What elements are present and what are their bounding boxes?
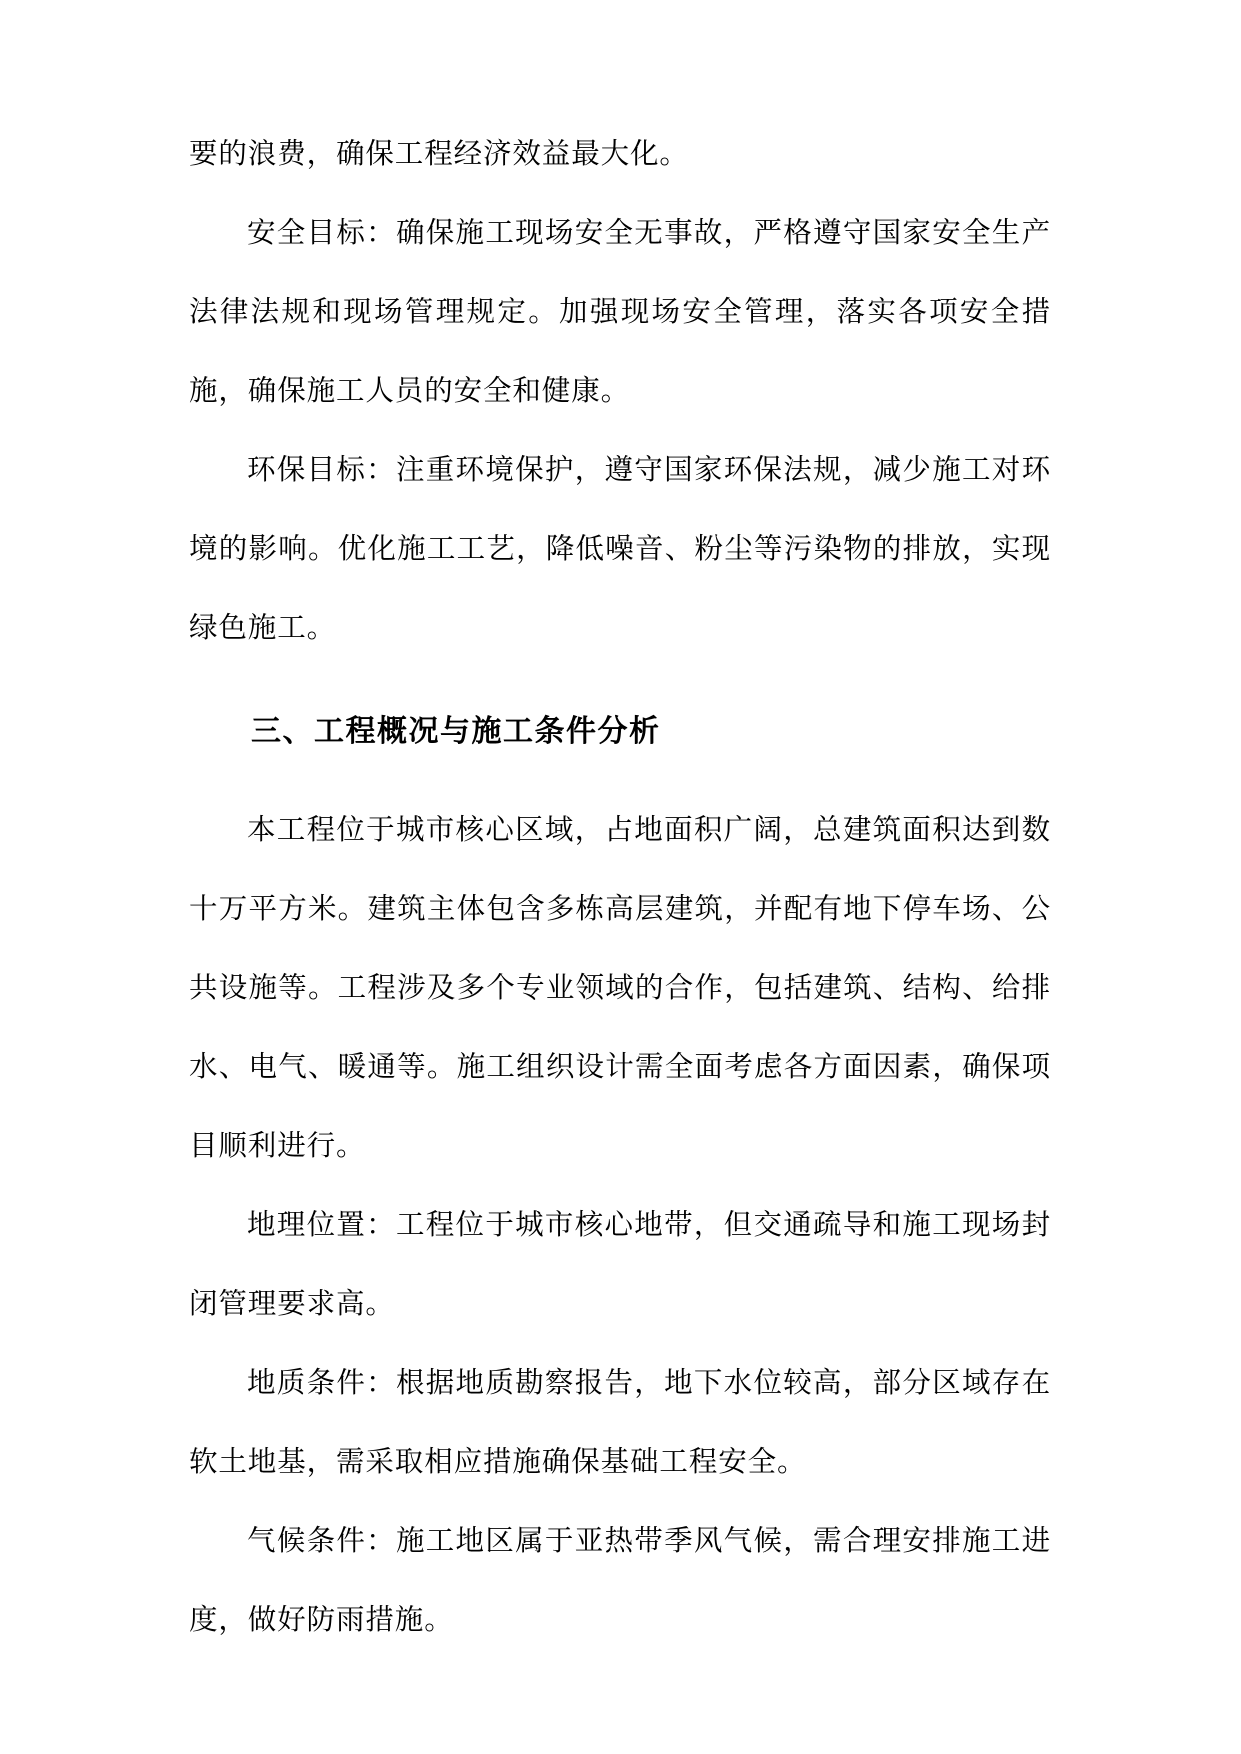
body-text-before-heading xyxy=(189,114,1051,667)
paragraph-environment-goal: 环保目标：注重环境保护，遵守国家环保法规，减少施工对环境的影响。优化施工工艺，降低噪音、粉尘等污染物的排放，实现绿色施工。 xyxy=(189,453,1051,644)
section-heading: 三、工程概况与施工条件分析 xyxy=(251,714,661,749)
paragraph-geological-conditions: 地质条件：根据地质勘察报告，地下水位较高，部分区域存在软土地基，需采取相应措施确保基础工程安全。 xyxy=(189,1366,1051,1478)
paragraph-project-overview: 本工程位于城市核心区域，占地面积广阔，总建筑面积达到数十万平方米。建筑主体包含多栋高层建筑，并配有地下停车场、公共设施等。工程涉及多个专业领域的合作，包括建筑、结构、给排水、电气、暖通等。施工组织设计需全面考虑各方面因素，确保项目顺利进行。 xyxy=(189,813,1051,1162)
paragraph-cost-goal-continuation: 要的浪费，确保工程经济效益最大化。 xyxy=(189,137,689,170)
paragraph-safety-goal: 安全目标：确保施工现场安全无事故，严格遵守国家安全生产法律法规和现场管理规定。加强现场安全管理，落实各项安全措施，确保施工人员的安全和健康。 xyxy=(189,216,1051,407)
body-text-after-heading xyxy=(189,790,1051,1659)
paragraph-climate-conditions: 气候条件：施工地区属于亚热带季风气候，需合理安排施工进度，做好防雨措施。 xyxy=(189,1524,1051,1636)
paragraph-geographic-location: 地理位置：工程位于城市核心地带，但交通疏导和施工现场封闭管理要求高。 xyxy=(189,1208,1051,1320)
